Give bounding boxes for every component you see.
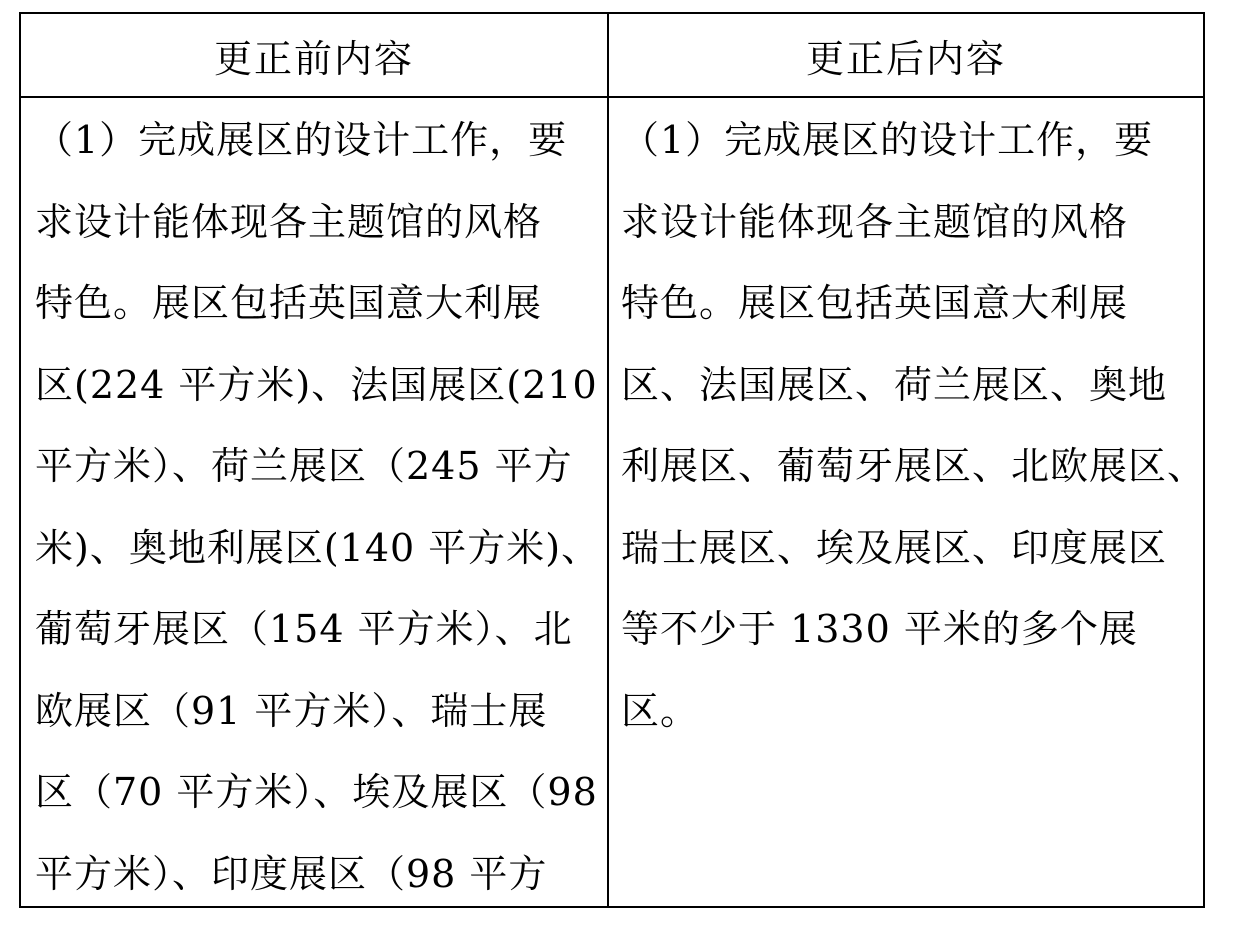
after-content-cell [621,100,1207,752]
before-content-cell [35,100,601,915]
before-line: 区（70 平方米）、埃及展区（98 [35,770,598,814]
before-line: 葡萄牙展区（154 平方米）、北 [35,607,573,651]
before-line: 区(224 平方米)、法国展区(210 [35,362,598,407]
after-line: 瑞士展区、埃及展区、印度展区 [621,525,1168,570]
after-line: （1）完成展区的设计工作，要 [621,118,1154,162]
after-line: 求设计能体现各主题馆的风格 [621,199,1129,244]
before-line: 求设计能体现各主题馆的风格 [35,199,543,244]
header-before: 更正前内容 [213,36,414,81]
header-after: 更正后内容 [805,36,1006,81]
after-line: 特色。展区包括英国意大利展 [621,281,1129,325]
before-line: 米)、奥地利展区(140 平方米)、 [35,525,601,570]
after-line: 区、法国展区、荷兰展区、奥地 [621,362,1168,407]
column-divider [607,14,609,906]
before-line: 特色。展区包括英国意大利展 [35,281,543,325]
after-line: 利展区、葡萄牙展区、北欧展区、 [621,444,1207,488]
before-line: 平方米）、印度展区（98 平方 [35,851,548,896]
after-line: 等不少于 1330 平米的多个展 [621,607,1138,651]
after-line: 区。 [621,688,700,733]
correction-table [19,12,1205,908]
before-line: 平方米）、荷兰展区（245 平方 [35,444,573,488]
before-line: （1）完成展区的设计工作，要 [35,118,568,162]
row-divider [21,96,1203,98]
before-line: 欧展区（91 平方米）、瑞士展 [35,688,548,733]
